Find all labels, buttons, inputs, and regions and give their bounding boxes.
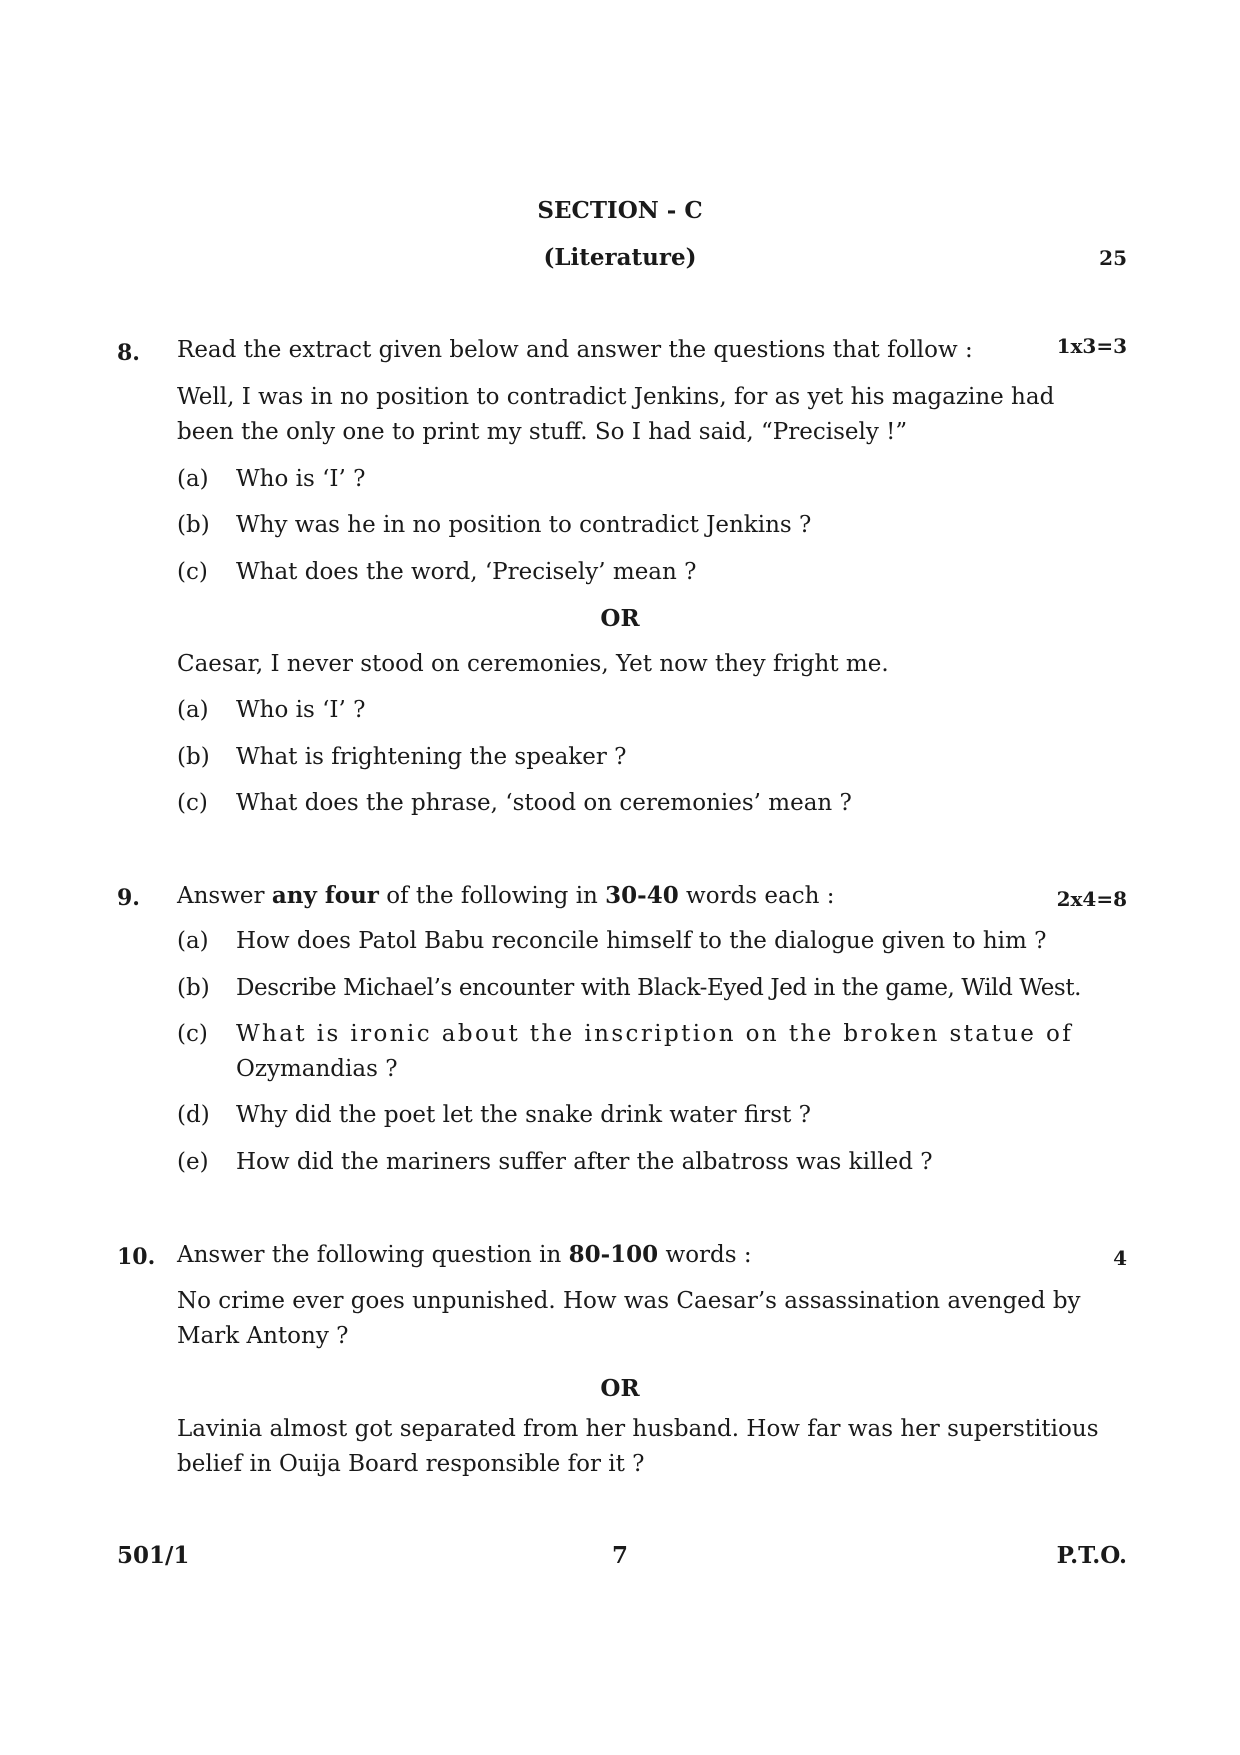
paper-code: 501/1: [117, 1542, 190, 1569]
q9c-text-line2: Ozymandias ?: [236, 1056, 398, 1082]
question-9-marks: 2x4=8: [1056, 887, 1127, 911]
q9b-label: (b): [177, 975, 210, 1001]
section-subtitle: (Literature): [543, 244, 697, 271]
q8a-part-label: (a): [177, 466, 209, 492]
question-8-marks: 1x3=3: [1056, 334, 1127, 358]
question-9-instruction: Answer any four of the following in 30-40 words each :: [177, 882, 835, 909]
q8c-part-label: (c): [177, 559, 208, 585]
q9c-label: (c): [177, 1021, 208, 1047]
q9e-text: How did the mariners suffer after the albatross was killed ?: [236, 1149, 933, 1175]
question-8-instruction: Read the extract given below and answer the questions that follow :: [177, 337, 973, 363]
question-10-option-b-line1: Lavinia almost got separated from her husband. How far was her superstitious: [177, 1416, 1099, 1442]
section-total-marks: 25: [1099, 246, 1127, 270]
q8b-part-label: (b): [177, 512, 210, 538]
q9c-text-line1: What is ironic about the inscription on the broken statue of: [236, 1021, 1074, 1047]
q8-alt-a-label: (a): [177, 697, 209, 723]
question-9-number: 9.: [117, 885, 140, 911]
question-10-or-divider: OR: [600, 1375, 640, 1402]
question-8-number: 8.: [117, 340, 140, 366]
section-title: SECTION - C: [537, 197, 703, 224]
question-10-number: 10.: [117, 1244, 156, 1270]
page-number: 7: [611, 1542, 628, 1569]
q9d-text: Why did the poet let the snake drink water first ?: [236, 1102, 811, 1128]
q8-alt-b-label: (b): [177, 744, 210, 770]
question-8-extract-a-line2: been the only one to print my stuff. So I had said, “Precisely !”: [177, 419, 908, 445]
q9d-label: (d): [177, 1102, 210, 1128]
question-10-option-a-line2: Mark Antony ?: [177, 1323, 349, 1349]
question-10-option-a-line1: No crime ever goes unpunished. How was Caesar’s assassination avenged by: [177, 1288, 1081, 1314]
q8b-part-text: Why was he in no position to contradict Jenkins ?: [236, 512, 812, 538]
question-8-extract-a-line1: Well, I was in no position to contradict Jenkins, for as yet his magazine had: [177, 384, 1055, 410]
q8-alt-b-text: What is frightening the speaker ?: [236, 744, 627, 770]
question-10-marks: 4: [1113, 1246, 1127, 1270]
q9a-label: (a): [177, 928, 209, 954]
question-8-or-divider: OR: [600, 605, 640, 632]
q8-alt-c-text: What does the phrase, ‘stood on ceremonies’ mean ?: [236, 790, 852, 816]
pto-label: P.T.O.: [1056, 1542, 1127, 1569]
q9a-text: How does Patol Babu reconcile himself to the dialogue given to him ?: [236, 928, 1047, 954]
q9b-text: Describe Michael’s encounter with Black-Eyed Jed in the game, Wild West.: [236, 975, 1082, 1001]
q8-alt-c-label: (c): [177, 790, 208, 816]
q8a-part-text: Who is ‘I’ ?: [236, 466, 366, 492]
question-8-extract-b: Caesar, I never stood on ceremonies, Yet now they fright me.: [177, 651, 889, 677]
q8c-part-text: What does the word, ‘Precisely’ mean ?: [236, 559, 697, 585]
question-10-option-b-line2: belief in Ouija Board responsible for it ?: [177, 1451, 645, 1477]
q8-alt-a-text: Who is ‘I’ ?: [236, 697, 366, 723]
q9e-label: (e): [177, 1149, 209, 1175]
question-10-instruction: Answer the following question in 80-100 words :: [177, 1241, 752, 1268]
